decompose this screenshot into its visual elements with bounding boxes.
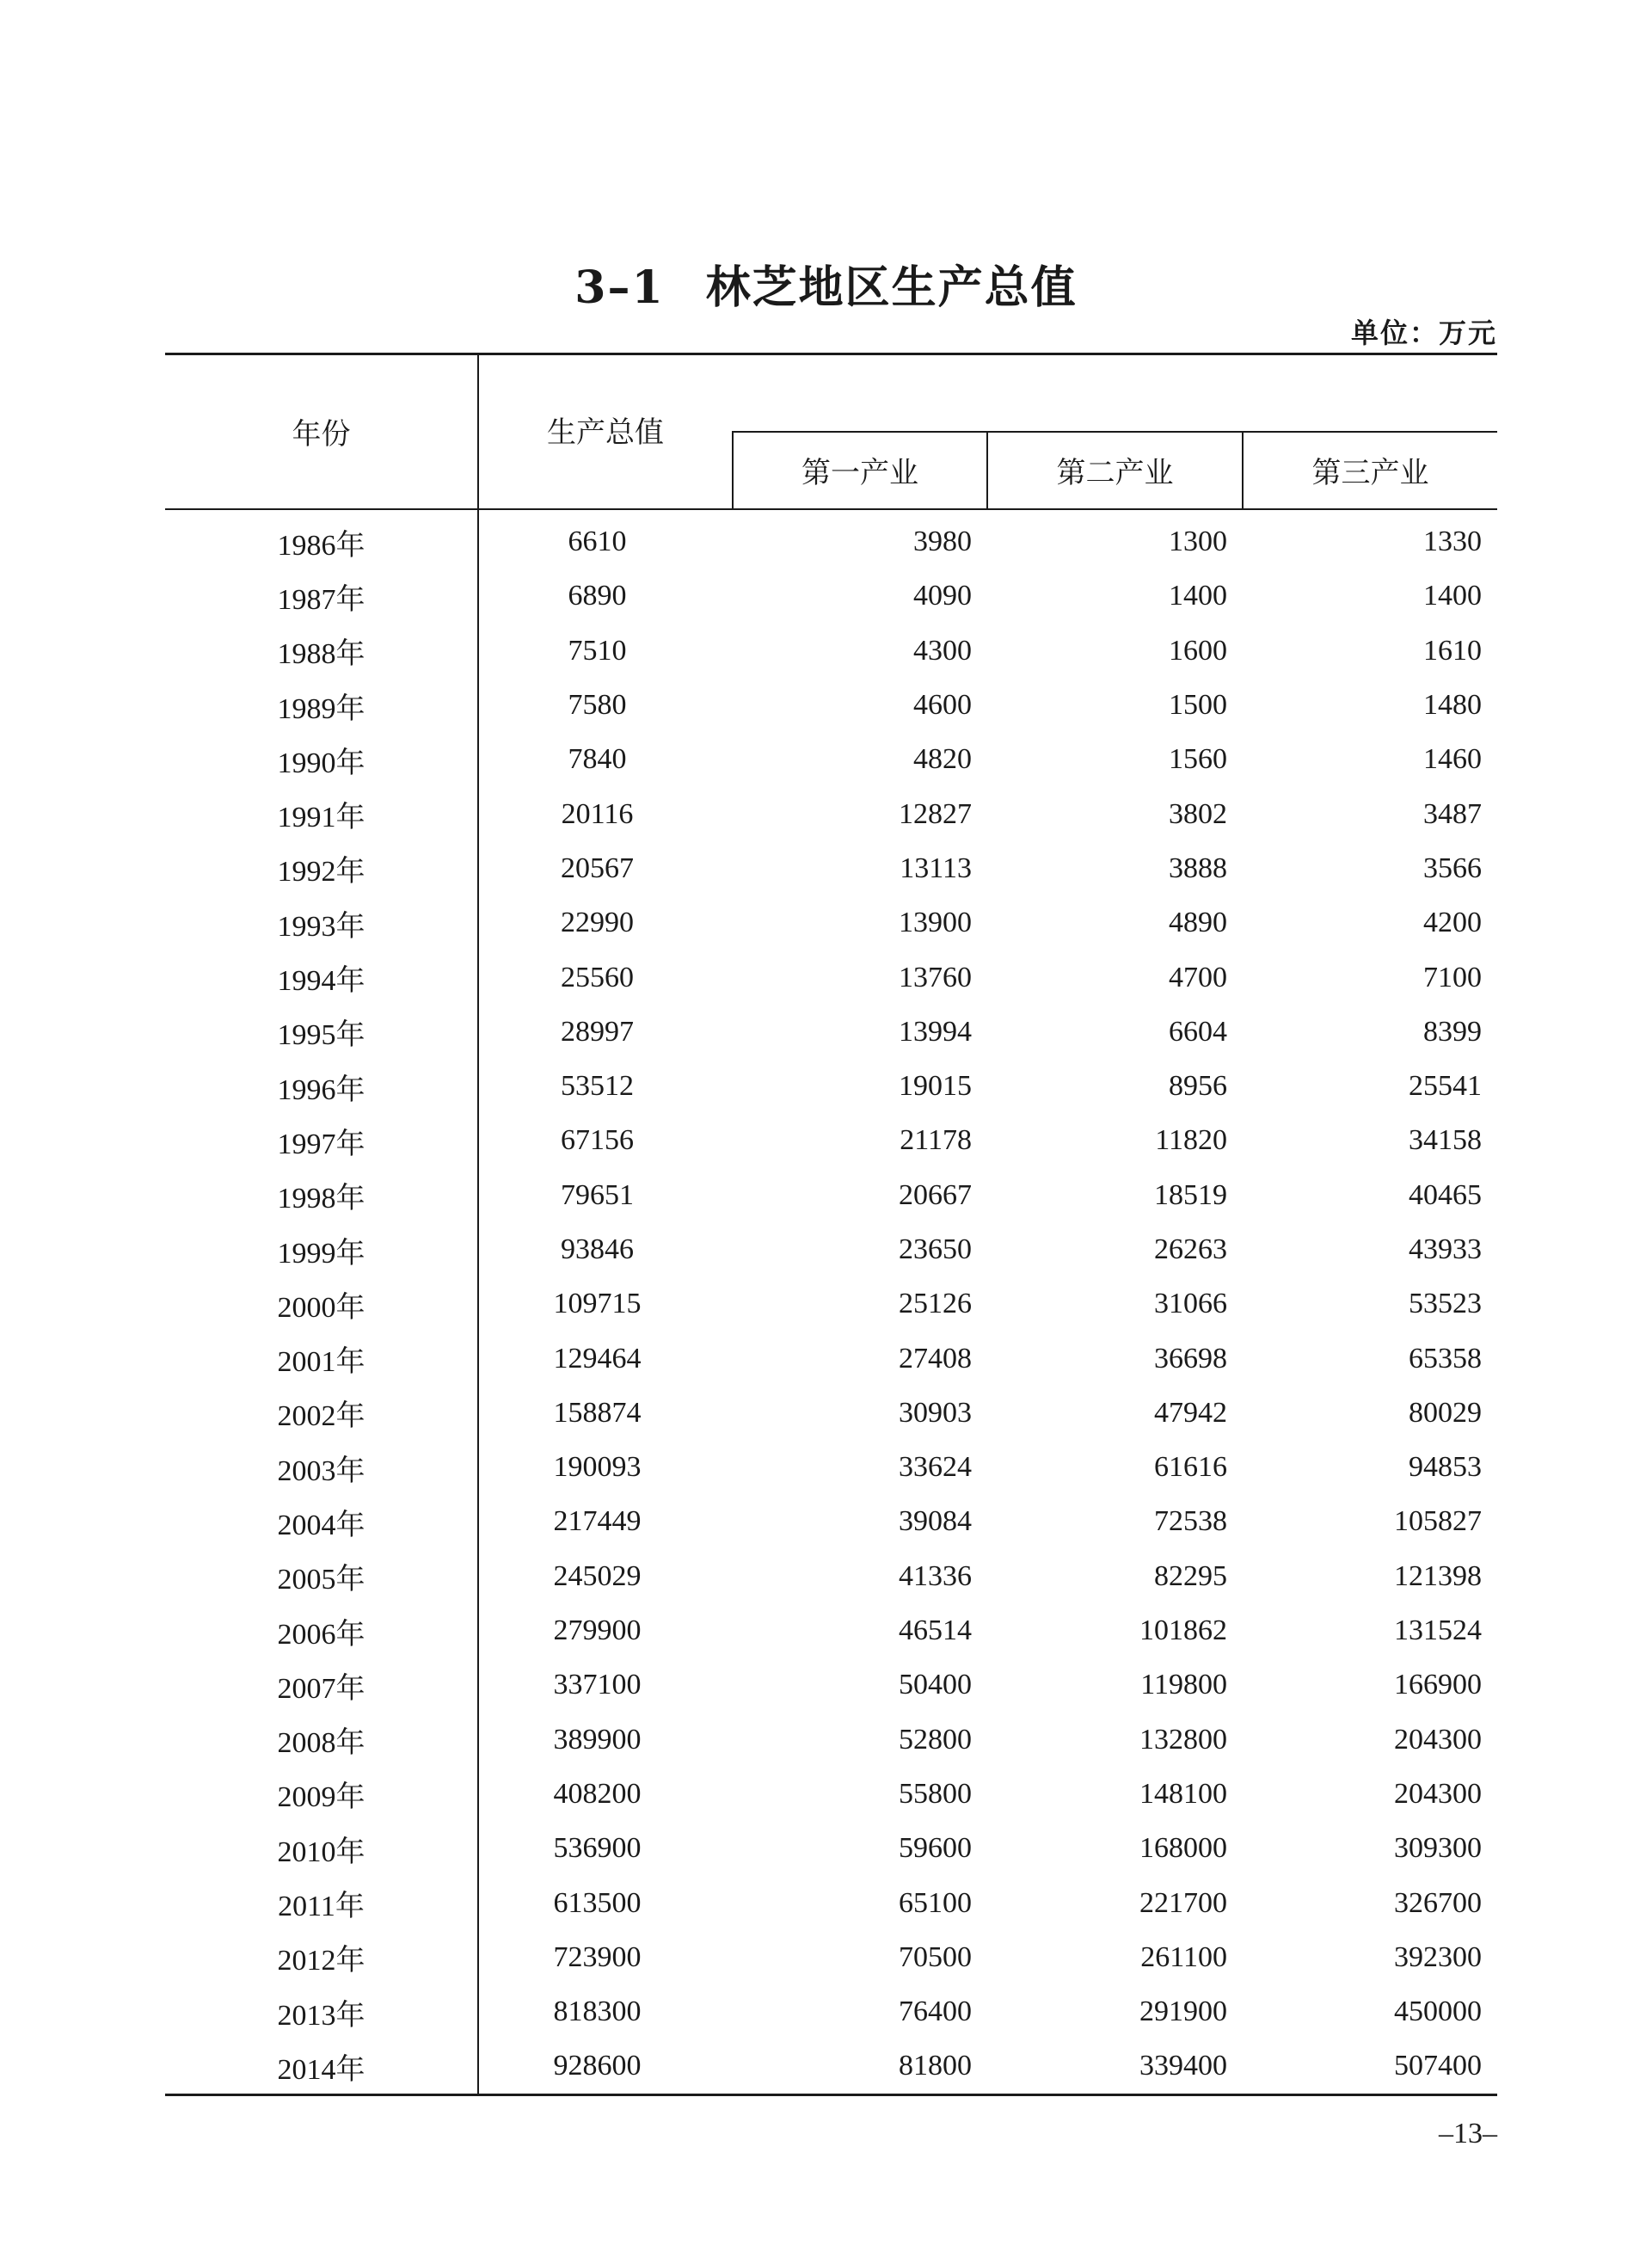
table-row — [165, 1549, 1497, 1603]
unit-label: 单位：万元 — [1350, 317, 1497, 349]
cell-year: 1988年 — [165, 624, 478, 678]
cell-sector-3: 326700 — [1394, 1886, 1482, 1919]
header-sector-3: 第三产业 — [1243, 432, 1497, 509]
cell-sector-2: 1560 — [1169, 743, 1227, 776]
cell-total: 28997 — [561, 1015, 634, 1048]
cell-sector-1: 50400 — [899, 1669, 972, 1701]
cell-sector-3: 1460 — [1423, 743, 1482, 776]
table-row — [165, 1277, 1497, 1331]
cell-sector-2: 1300 — [1169, 526, 1227, 558]
cell-total: 723900 — [553, 1940, 642, 1973]
cell-year: 1987年 — [165, 569, 478, 624]
cell-total: 217449 — [553, 1505, 642, 1538]
table-title: 林芝地区生产总值 — [705, 261, 1078, 314]
cell-year: 2000年 — [165, 1277, 478, 1331]
cell-sector-3: 1480 — [1423, 689, 1482, 722]
cell-sector-3: 7100 — [1423, 961, 1482, 993]
cell-year: 2014年 — [165, 2039, 478, 2095]
table-row — [165, 569, 1497, 624]
cell-sector-3: 166900 — [1394, 1669, 1482, 1701]
cell-total: 7580 — [568, 689, 627, 722]
table-row — [165, 1713, 1497, 1767]
header-sector-1: 第一产业 — [733, 432, 987, 509]
cell-year: 1992年 — [165, 841, 478, 895]
table-row — [165, 1658, 1497, 1713]
cell-year: 1996年 — [165, 1059, 478, 1113]
cell-sector-3: 3566 — [1423, 852, 1482, 884]
cell-total: 109715 — [553, 1288, 642, 1320]
cell-year: 1999年 — [165, 1222, 478, 1276]
cell-year: 2010年 — [165, 1822, 478, 1876]
cell-sector-2: 61616 — [1154, 1451, 1227, 1484]
cell-sector-3: 1400 — [1423, 580, 1482, 612]
cell-sector-1: 65100 — [899, 1886, 972, 1919]
cell-sector-2: 6604 — [1169, 1015, 1227, 1048]
cell-sector-2: 26263 — [1154, 1233, 1227, 1265]
cell-total: 93846 — [561, 1233, 634, 1265]
cell-sector-2: 119800 — [1140, 1669, 1227, 1701]
cell-total: 818300 — [553, 1996, 642, 2028]
cell-year: 2009年 — [165, 1767, 478, 1821]
cell-sector-3: 53523 — [1409, 1288, 1482, 1320]
cell-sector-3: 43933 — [1409, 1233, 1482, 1265]
page-number: –13– — [1439, 2118, 1497, 2149]
cell-sector-3: 80029 — [1409, 1396, 1482, 1429]
cell-total: 53512 — [561, 1070, 634, 1103]
table-row — [165, 950, 1497, 1005]
cell-sector-1: 70500 — [899, 1940, 972, 1973]
gdp-table — [165, 353, 1497, 2096]
cell-sector-2: 47942 — [1154, 1396, 1227, 1429]
cell-sector-2: 3888 — [1169, 852, 1227, 884]
cell-year: 2003年 — [165, 1441, 478, 1495]
cell-year: 1994年 — [165, 950, 478, 1005]
cell-sector-3: 392300 — [1394, 1940, 1482, 1973]
cell-sector-3: 34158 — [1409, 1124, 1482, 1157]
cell-total: 6610 — [568, 526, 627, 558]
cell-total: 158874 — [553, 1396, 642, 1429]
table-row — [165, 733, 1497, 787]
cell-year: 2012年 — [165, 1930, 478, 1984]
cell-sector-1: 81800 — [733, 2039, 987, 2095]
cell-sector-3: 121398 — [1394, 1559, 1482, 1592]
cell-sector-2: 1600 — [1169, 634, 1227, 667]
cell-sector-2: 221700 — [1139, 1886, 1227, 1919]
header-year: 年份 — [165, 354, 478, 509]
cell-sector-1: 19015 — [899, 1070, 972, 1103]
table-row — [165, 1822, 1497, 1876]
cell-sector-3: 204300 — [1394, 1777, 1482, 1810]
cell-sector-1: 41336 — [899, 1559, 972, 1592]
cell-sector-1: 23650 — [899, 1233, 972, 1265]
table-header — [165, 354, 1497, 509]
cell-total: 928600 — [478, 2039, 733, 2095]
cell-sector-1: 4090 — [913, 580, 972, 612]
cell-total: 190093 — [553, 1451, 642, 1484]
table-row — [165, 1930, 1497, 1984]
cell-sector-2: 4700 — [1169, 961, 1227, 993]
table-row — [165, 1767, 1497, 1821]
cell-sector-3: 507400 — [1243, 2039, 1497, 2095]
table-row — [165, 1222, 1497, 1276]
table-row — [165, 1603, 1497, 1657]
table-row — [165, 678, 1497, 732]
cell-sector-1: 59600 — [899, 1832, 972, 1865]
table-body — [165, 509, 1497, 2095]
cell-total: 613500 — [553, 1886, 642, 1919]
cell-year: 2006年 — [165, 1603, 478, 1657]
cell-sector-1: 13900 — [899, 907, 972, 939]
table-row — [165, 1876, 1497, 1930]
cell-total: 7510 — [568, 634, 627, 667]
cell-year: 2002年 — [165, 1386, 478, 1440]
cell-sector-1: 46514 — [899, 1614, 972, 1647]
cell-year: 1997年 — [165, 1114, 478, 1168]
cell-sector-2: 132800 — [1139, 1723, 1227, 1756]
cell-sector-2: 148100 — [1139, 1777, 1227, 1810]
cell-sector-2: 3802 — [1169, 797, 1227, 830]
table-row — [165, 1331, 1497, 1386]
cell-sector-1: 21178 — [900, 1124, 972, 1157]
table-row — [165, 624, 1497, 678]
cell-sector-2: 291900 — [1139, 1996, 1227, 2028]
cell-sector-1: 4600 — [913, 689, 972, 722]
cell-sector-2: 261100 — [1140, 1940, 1227, 1973]
table-number: 3–1 — [574, 261, 665, 314]
cell-sector-1: 30903 — [899, 1396, 972, 1429]
cell-total: 536900 — [553, 1832, 642, 1865]
cell-total: 129464 — [553, 1342, 642, 1374]
cell-sector-1: 76400 — [899, 1996, 972, 2028]
cell-sector-1: 39084 — [899, 1505, 972, 1538]
cell-sector-1: 52800 — [899, 1723, 972, 1756]
cell-sector-1: 25126 — [899, 1288, 972, 1320]
cell-sector-2: 168000 — [1139, 1832, 1227, 1865]
cell-sector-3: 450000 — [1394, 1996, 1482, 2028]
table-row — [165, 509, 1497, 569]
cell-sector-2: 4890 — [1169, 907, 1227, 939]
cell-year: 1986年 — [165, 509, 478, 569]
cell-year: 1995年 — [165, 1005, 478, 1059]
header-total — [478, 354, 733, 509]
cell-sector-2: 18519 — [1154, 1178, 1227, 1211]
cell-year: 1989年 — [165, 678, 478, 732]
table-row — [165, 1168, 1497, 1222]
cell-sector-2: 82295 — [1154, 1559, 1227, 1592]
cell-year: 2001年 — [165, 1331, 478, 1386]
cell-sector-3: 94853 — [1409, 1451, 1482, 1484]
cell-total: 25560 — [561, 961, 634, 993]
cell-total: 79651 — [561, 1178, 634, 1211]
gdp-table-container — [165, 353, 1497, 2096]
cell-sector-2: 101862 — [1139, 1614, 1227, 1647]
cell-year: 2013年 — [165, 1985, 478, 2039]
cell-year: 1998年 — [165, 1168, 478, 1222]
cell-total: 337100 — [553, 1669, 642, 1701]
cell-total: 279900 — [553, 1614, 642, 1647]
cell-year: 2008年 — [165, 1713, 478, 1767]
table-row — [165, 1005, 1497, 1059]
cell-total: 20567 — [561, 852, 634, 884]
cell-year: 2007年 — [165, 1658, 478, 1713]
cell-sector-1: 55800 — [899, 1777, 972, 1810]
cell-sector-1: 13760 — [899, 961, 972, 993]
cell-sector-1: 12827 — [899, 797, 972, 830]
cell-total: 6890 — [568, 580, 627, 612]
cell-total: 408200 — [553, 1777, 642, 1810]
table-row — [165, 1495, 1497, 1549]
cell-year: 1990年 — [165, 733, 478, 787]
cell-sector-1: 4820 — [913, 743, 972, 776]
table-row — [165, 1059, 1497, 1113]
cell-sector-3: 65358 — [1409, 1342, 1482, 1374]
table-row — [165, 1114, 1497, 1168]
cell-sector-3: 131524 — [1394, 1614, 1482, 1647]
cell-sector-3: 25541 — [1409, 1070, 1482, 1103]
cell-sector-3: 1610 — [1423, 634, 1482, 667]
cell-total: 22990 — [561, 907, 634, 939]
cell-sector-2: 11820 — [1155, 1124, 1227, 1157]
cell-sector-1: 13113 — [900, 852, 972, 884]
table-row — [165, 896, 1497, 950]
cell-sector-3: 1330 — [1423, 526, 1482, 558]
cell-total: 245029 — [553, 1559, 642, 1592]
header-sector-group — [733, 354, 1497, 432]
cell-sector-2: 1400 — [1169, 580, 1227, 612]
cell-sector-2: 1500 — [1169, 689, 1227, 722]
cell-year: 1993年 — [165, 896, 478, 950]
cell-sector-2: 8956 — [1169, 1070, 1227, 1103]
cell-sector-1: 13994 — [899, 1015, 972, 1048]
cell-sector-1: 33624 — [899, 1451, 972, 1484]
cell-total: 7840 — [568, 743, 627, 776]
cell-year: 2005年 — [165, 1549, 478, 1603]
cell-year: 2011年 — [165, 1876, 478, 1930]
cell-sector-2: 72538 — [1154, 1505, 1227, 1538]
cell-sector-2: 31066 — [1154, 1288, 1227, 1320]
cell-sector-3: 105827 — [1394, 1505, 1482, 1538]
cell-year: 1991年 — [165, 787, 478, 841]
cell-total: 20116 — [561, 797, 634, 830]
page-title — [0, 251, 1652, 316]
cell-sector-2: 36698 — [1154, 1342, 1227, 1374]
header-total-label: 生产总值 — [547, 417, 664, 450]
cell-sector-1: 20667 — [899, 1178, 972, 1211]
cell-sector-3: 4200 — [1423, 907, 1482, 939]
cell-sector-1: 27408 — [899, 1342, 972, 1374]
cell-sector-3: 204300 — [1394, 1723, 1482, 1756]
table-row — [165, 1386, 1497, 1440]
table-row — [165, 1985, 1497, 2039]
table-row — [165, 2039, 1497, 2095]
cell-sector-3: 40465 — [1409, 1178, 1482, 1211]
table-row — [165, 1441, 1497, 1495]
header-sector-2: 第二产业 — [987, 432, 1243, 509]
cell-year: 2004年 — [165, 1495, 478, 1549]
cell-sector-2: 339400 — [987, 2039, 1243, 2095]
cell-sector-3: 8399 — [1423, 1015, 1482, 1048]
cell-sector-3: 309300 — [1394, 1832, 1482, 1865]
cell-sector-3: 3487 — [1423, 797, 1482, 830]
cell-total: 67156 — [561, 1124, 634, 1157]
cell-sector-1: 3980 — [913, 526, 972, 558]
cell-sector-1: 4300 — [913, 634, 972, 667]
cell-total: 389900 — [553, 1723, 642, 1756]
table-row — [165, 787, 1497, 841]
table-row — [165, 841, 1497, 895]
